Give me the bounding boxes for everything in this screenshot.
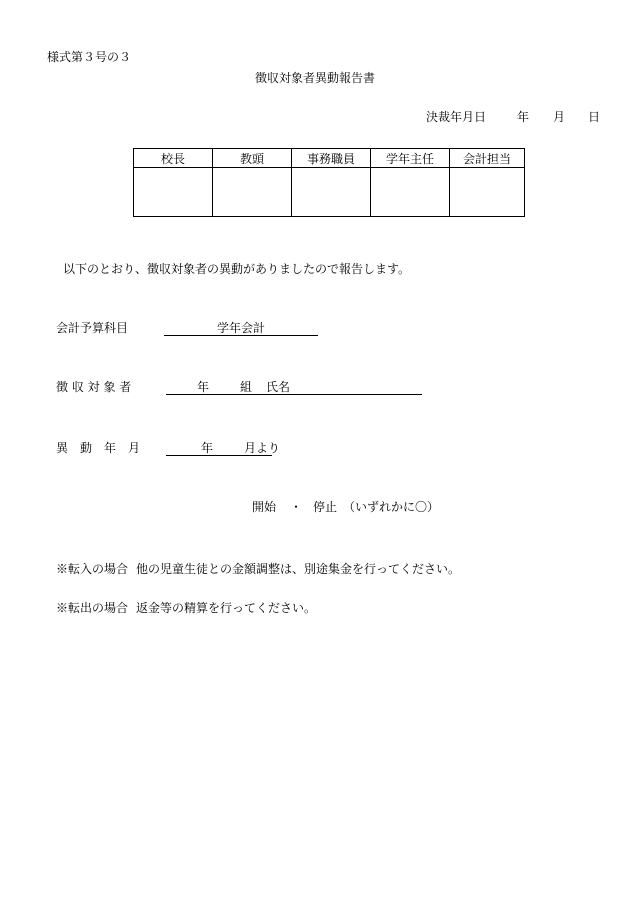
decision-date-day: 日 [588,110,601,124]
decision-date-year: 年 [517,110,530,124]
note-transfer-in-text: 他の児童生徒との金額調整は、別途集金を行ってください。 [136,562,461,576]
decision-date-month: 月 [553,110,566,124]
change-date-year-unit: 年 [201,441,214,455]
target-name-label: 氏名 [266,380,291,394]
approval-stamp-table [133,148,525,217]
approval-header-admin-staff: 事務職員 [292,149,371,168]
note-transfer-in [56,562,460,576]
status-start-option[interactable]: 開始 [252,500,277,514]
approval-header-grade-head: 学年主任 [371,149,450,168]
budget-field[interactable] [164,321,318,336]
approval-header-vice-principal: 教頭 [213,149,292,168]
decision-date-label: 決裁年月日 [426,110,487,124]
document-title: 徴収対象者異動報告書 [255,71,376,85]
change-date-field[interactable] [166,441,281,456]
form-number: 様式第３号の３ [47,50,132,64]
approval-stamp-cell[interactable] [450,168,525,217]
note-transfer-out-label: ※転出の場合 [56,601,129,615]
target-year-unit: 年 [197,380,210,394]
status-instruction: （いずれかに〇） [343,500,440,514]
target-class-unit: 組 [240,380,253,394]
budget-label: 会計予算科目 [56,321,129,335]
approval-stamp-cell[interactable] [213,168,292,217]
change-date-label: 異 動 年 月 [56,441,141,455]
target-field[interactable] [166,380,422,395]
target-label: 徴 収 対 象 者 [56,380,132,394]
approval-stamp-cell[interactable] [292,168,371,217]
status-stop-option[interactable]: 停止 [313,500,338,514]
note-transfer-in-label: ※転入の場合 [56,562,129,576]
note-transfer-out-text: 返金等の精算を行ってください。 [136,601,317,615]
approval-stamp-cell[interactable] [371,168,450,217]
approval-header-principal: 校長 [134,149,213,168]
approval-stamp-cell[interactable] [134,168,213,217]
budget-value: 学年会計 [164,321,318,336]
target-underline [166,380,422,395]
change-date-underline [166,441,281,456]
intro-text: 以下のとおり、徴収対象者の異動がありましたので報告します。 [63,262,411,276]
note-transfer-out [56,601,316,615]
status-separator: ・ [290,500,303,514]
approval-header-accountant: 会計担当 [450,149,525,168]
change-date-month-unit: 月より [244,441,281,455]
